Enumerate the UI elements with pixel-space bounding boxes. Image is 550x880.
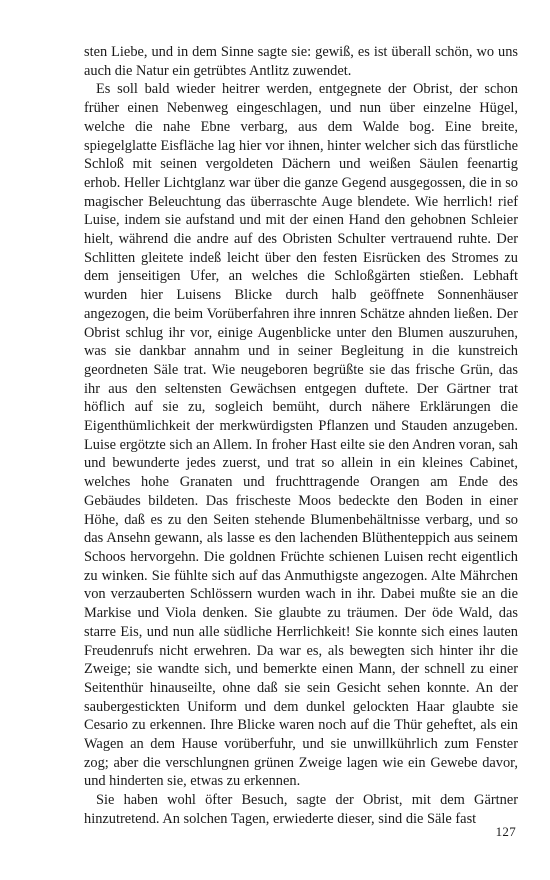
- paragraph-1: sten Liebe, und in dem Sinne sagte sie: gewiß, es ist überall schön, wo uns auch die Natur ein getrübtes Antlitz zuwendet.: [84, 44, 518, 79]
- paragraph-2: Es soll bald wieder heitrer werden, entgegnete der Obrist, der schon früher einen Nebenweg eingeschlagen, und nun über einzelne Hügel, welche die nahe Ebne verbarg, aus dem Walde bog. Eine breite, spiegelglatte Eisfläche lag hier vor ihnen, hinter welcher sich das fürstliche Schloß mit seinen vergoldeten Dächern und weißen Säulen feenartig erhob. Heller Lichtglanz war über die ganze Gegend ausgegossen, die in so magischer Beleuchtung das überraschte Auge blendete. Wie herrlich! rief Luise, indem sie aufstand und mit der einen Hand den gehobnen Schleier hielt, während die andre auf des Obristen Schulter vertrauend ruhte. Der Schlitten gleitete indeß leicht über den festen Eisrücken des Stromes zu dem jenseitigen Ufer, an welches die Schloßgärten stießen. Lebhaft wurden hier Luisens Blicke durch halb geöffnete Sonnenhäuser angezogen, die beim Vorüberfahren ihre innren Schätze ahnden ließen. Der Obrist schlug ihr vor, einige Augenblicke unter den Blumen auszuruhen, was sie dankbar annahm und in seiner Begleitung in die kunstreich geordneten Säle trat. Wie neugeboren begrüßte sie das frische Grün, das ihr aus den seltensten Gewächsen entgegen duftete. Der Gärtner trat höflich auf sie zu, sogleich bemüht, durch nähere Erklärungen die Eigenthümlichkeit der merkwürdigsten Pflanzen und Stauden anzugeben. Luise ergötzte sich an Allem. In froher Hast eilte sie den Andren voran, sah und bewunderte jedes zuerst, und trat so allein in ein kleines Cabinet, welches hohe Granaten und fruchttragende Orangen am Ende des Gebäudes bildeten. Das frischeste Moos bedeckte den Boden in einer Höhe, daß es zu den Seiten stehende Blumenbehältnisse verbarg, und so das Ansehn gewann, als lasse es den lachenden Blüthenteppich aus seinem Schoos hervorgehn. Die goldnen Früchte schienen Luisen recht eigentlich zu winken. Sie fühlte sich auf das Anmuthigste angezogen. Alte Mährchen von verzauberten Schlössern wurden wach in ihr. Dabei mußte sie an die Markise und Viola denken. Sie glaubte zu träumen. Der öde Wald, das starre Eis, und nun alle südliche Herrlichkeit! Sie konnte sich eines lauten Freudenrufs nicht erwehren. Da war es, als bewegten sich hinter ihr die Zweige; sie wandte sich, und bemerkte einen Mann, der schnell zu einer Seitenthür hinauseilte, ohne daß sie sein Gesicht sehen konnte. An der saubergestickten Uniform und dem dunkel gelockten Haar glaubte sie Cesario zu erkennen. Ihre Blicke waren noch auf die Thür geheftet, als ein Wagen an dem Hause vorüberfuhr, und sie unwillkührlich zum Fenster zog; aber die verschlungnen grünen Zweige lagen wie ein Gewebe davor, und hinderten sie, etwas zu erkennen.: [84, 81, 518, 790]
- paragraph-3: Sie haben wohl öfter Besuch, sagte der Obrist, mit dem Gärtner hinzutretend. An solchen Tagen, erwiederte dieser, sind die Säle fast: [84, 792, 518, 827]
- body-text: [84, 43, 518, 829]
- page-number: 127: [495, 824, 516, 839]
